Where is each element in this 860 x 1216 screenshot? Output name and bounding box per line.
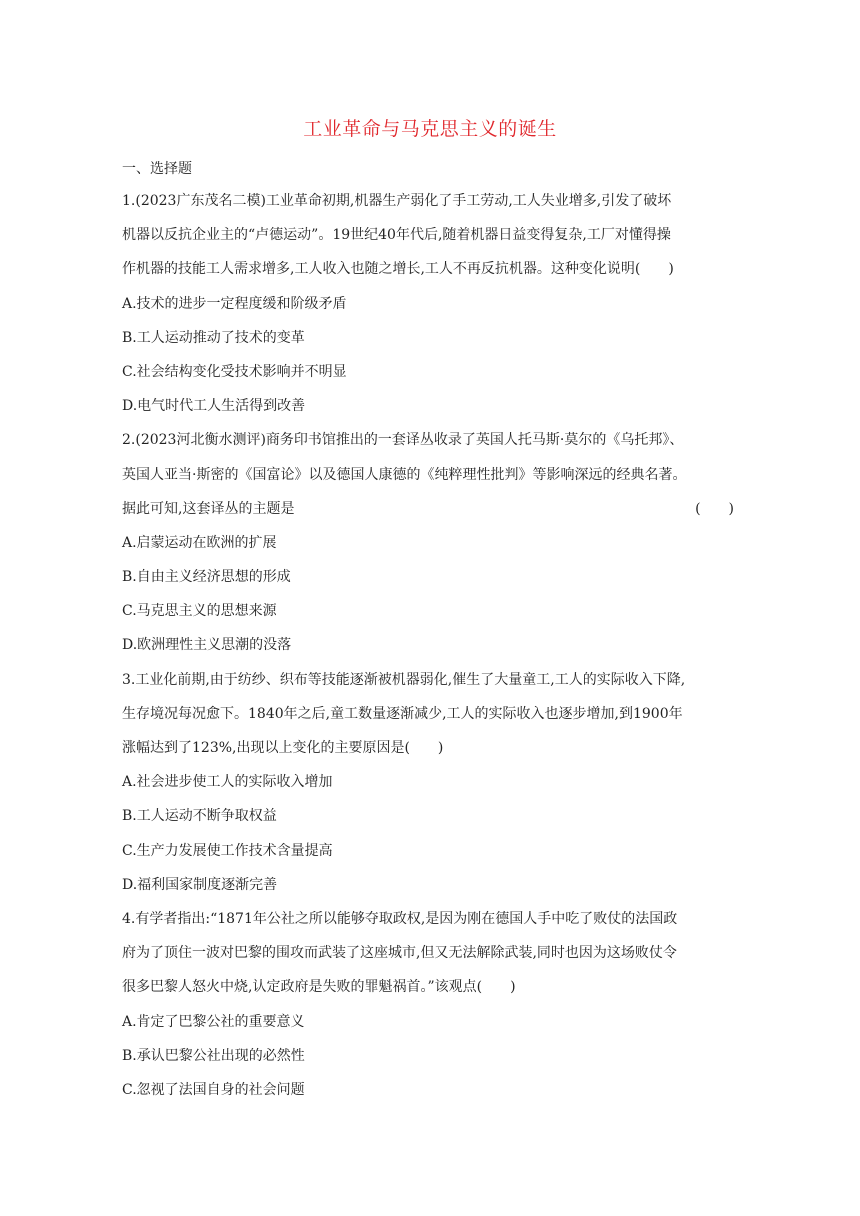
question-1-line-2: 机器以反抗企业主的“卢德运动”。19世纪40年代后,随着机器日益变得复杂,工厂对懂得操 [122,227,671,244]
question-3-line-1: 3.工业化前期,由于纺纱、织布等技能逐渐被机器弱化,催生了大量童工,工人的实际收入下降, [122,671,686,688]
question-2-option-d: D.欧洲理性主义思潮的没落 [122,637,292,654]
question-1 [122,184,744,423]
question-2-line-2: 英国人亚当·斯密的《国富论》以及德国人康德的《纯粹理性批判》等影响深远的经典名著。 [122,466,687,483]
question-2-line-1: 2.(2023河北衡水测评)商务印书馆推出的一套译丛收录了英国人托马斯·莫尔的《乌托邦》、 [122,432,684,449]
question-3-option-c: C.生产力发展使工作技术含量提高 [122,842,333,859]
question-3-line-3: 涨幅达到了123%,出现以上变化的主要原因是( ) [122,740,444,756]
question-1-option-d: D.电气时代工人生活得到改善 [122,398,306,415]
question-3-option-a: A.社会进步使工人的实际收入增加 [122,774,333,791]
question-1-line-1: 1.(2023广东茂名二模)工业革命初期,机器生产弱化了手工劳动,工人失业增多,引发了破坏 [122,193,672,209]
question-2-line-3-text: 据此可知,这套译丛的主题是 [122,500,295,517]
question-list [122,184,744,1107]
question-4-option-a: A.肯定了巴黎公社的重要意义 [122,1013,305,1030]
question-2-option-b: B.自由主义经济思想的形成 [122,569,291,586]
question-2-option-c: C.马克思主义的思想来源 [122,603,277,620]
question-4-option-b: B.承认巴黎公社出现的必然性 [122,1047,305,1064]
question-4-line-3: 很多巴黎人怒火中烧,认定政府是失败的罪魁祸首。”该观点( ) [122,979,516,996]
question-3-line-2: 生存境况每况愈下。1840年之后,童工数量逐渐减少,工人的实际收入也逐步增加,到1900年 [122,705,683,722]
page-title: 工业革命与马克思主义的诞生 [303,118,557,140]
question-4-line-2: 府为了顶住一波对巴黎的围攻而武装了这座城市,但又无法解除武装,同时也因为这场败仗令 [122,945,677,962]
question-1-option-b: B.工人运动推动了技术的变革 [122,329,305,346]
question-3-option-b: B.工人运动不断争取权益 [122,808,277,825]
answer-bracket: ( ) [695,500,734,517]
section-heading: 一、选择题 [122,161,192,177]
question-1-option-c: C.社会结构变化受技术影响并不明显 [122,363,347,380]
question-2-option-a: A.启蒙运动在欧洲的扩展 [122,534,277,551]
question-1-option-a: A.技术的进步一定程度缓和阶级矛盾 [122,295,347,312]
question-2 [122,423,744,662]
question-2-line-3 [122,492,744,526]
question-3 [122,663,744,902]
question-4-line-1: 4.有学者指出:“1871年公社之所以能够夺取政权,是因为刚在德国人手中吃了败仗的法国政 [122,910,678,927]
question-3-option-d: D.福利国家制度逐渐完善 [122,876,278,893]
question-4 [122,902,744,1107]
question-1-line-3: 作机器的技能工人需求增多,工人收入也随之增长,工人不再反抗机器。这种变化说明( ) [122,261,674,278]
question-4-option-c: C.忽视了法国自身的社会问题 [122,1081,305,1098]
